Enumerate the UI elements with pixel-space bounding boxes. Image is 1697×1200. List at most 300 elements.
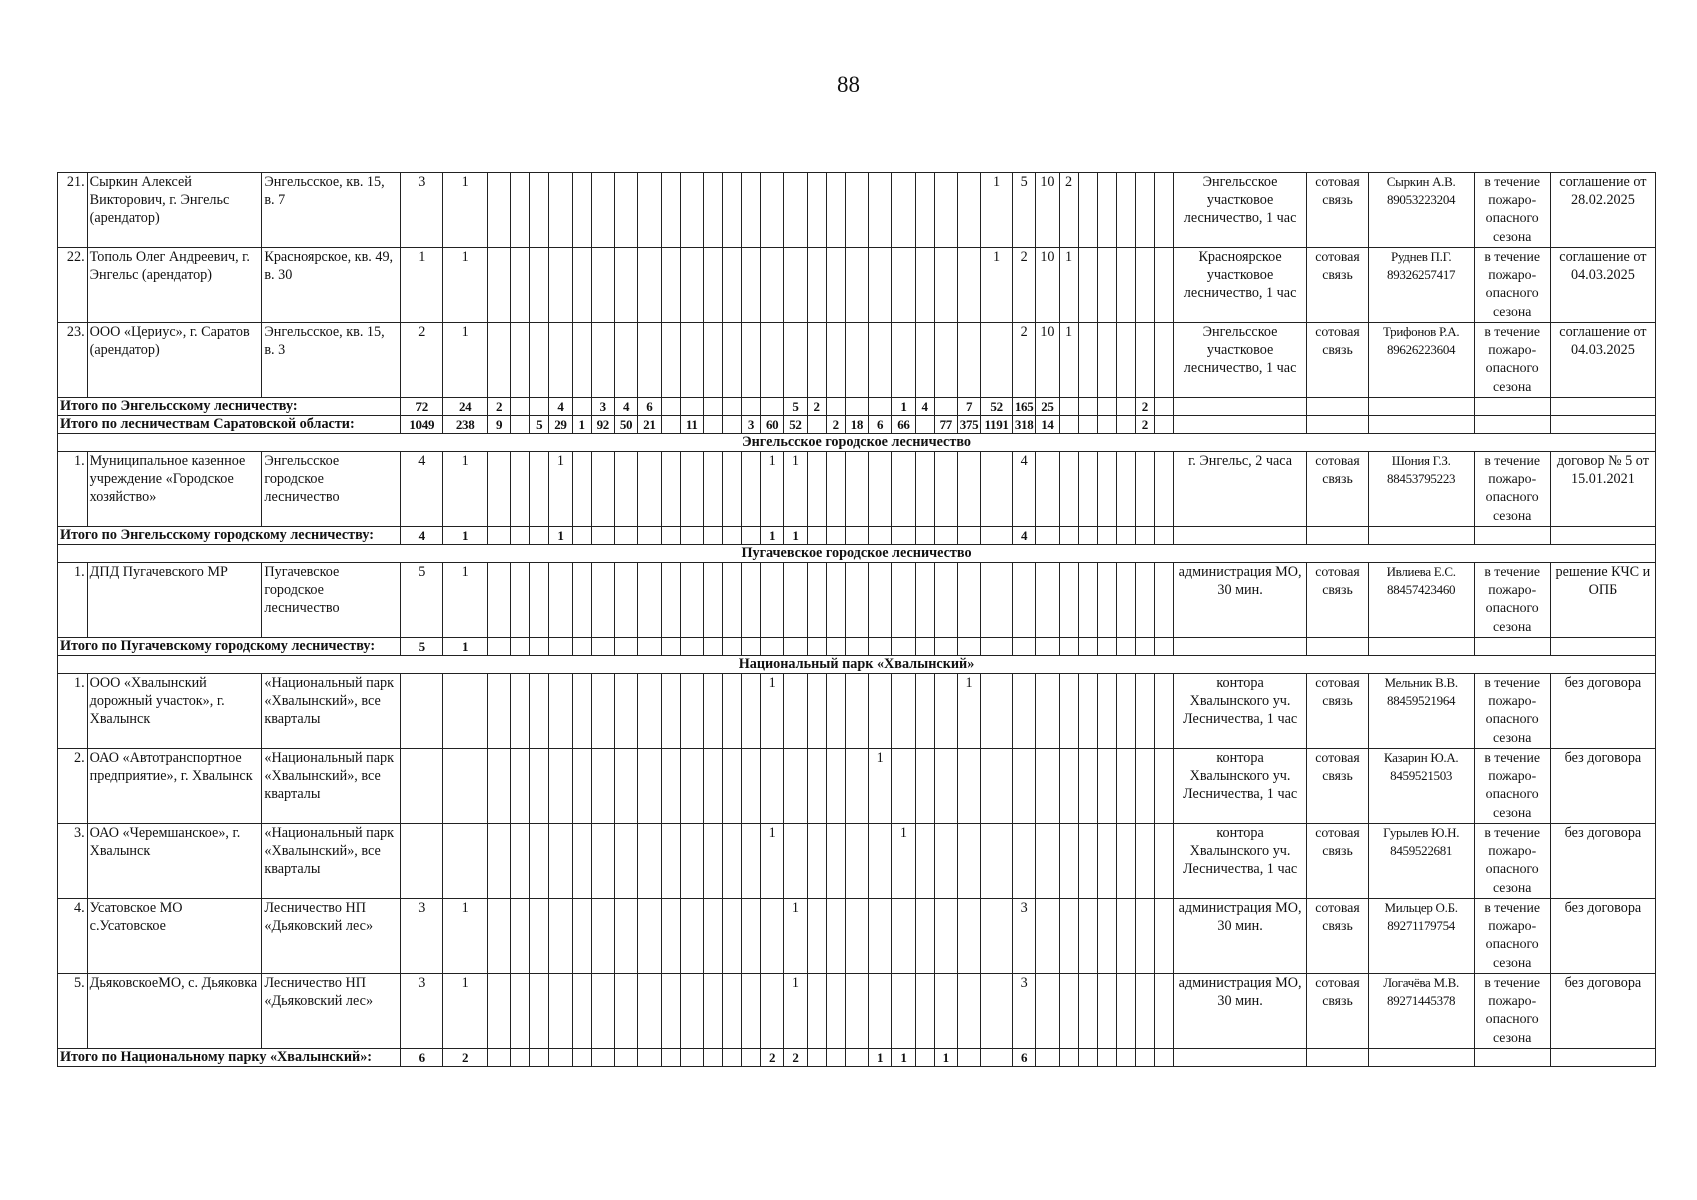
empty-cell xyxy=(1550,416,1655,434)
resource-count-cell xyxy=(1097,452,1116,527)
total-count-cell xyxy=(1097,398,1116,416)
station-cell: Энгельсское участковое лесничество, 1 час xyxy=(1173,323,1306,398)
resource-count-cell xyxy=(1154,248,1173,323)
resource-count-cell xyxy=(1116,173,1135,248)
resource-count-cell xyxy=(722,173,741,248)
total-count-cell xyxy=(845,527,868,545)
total-count-cell xyxy=(530,1049,549,1067)
section-header-row xyxy=(58,656,1656,674)
total-count-cell xyxy=(1135,638,1154,656)
resource-count-cell xyxy=(1059,899,1078,974)
resource-count-cell xyxy=(680,173,703,248)
period-cell: в течение пожаро-опасного сезона xyxy=(1474,824,1550,899)
organization-cell: Сыркин Алексей Викторович, г. Энгельс (арендатор) xyxy=(87,173,262,248)
resource-count-cell xyxy=(981,563,1013,638)
resource-count-cell xyxy=(957,824,980,899)
resource-count-cell xyxy=(549,173,572,248)
total-count-cell xyxy=(511,398,530,416)
organization-cell: ООО «Цериус», г. Саратов (арендатор) xyxy=(87,323,262,398)
row-number: 4. xyxy=(58,899,88,974)
resource-count-cell: 1 xyxy=(981,248,1013,323)
total-count-cell: 9 xyxy=(487,416,510,434)
total-count-cell xyxy=(1059,1049,1078,1067)
resource-count-cell xyxy=(892,974,915,1049)
table-body xyxy=(58,173,1656,1067)
resource-count-cell xyxy=(957,248,980,323)
resource-count-cell xyxy=(511,323,530,398)
row-number: 21. xyxy=(58,173,88,248)
resource-count-cell: 2 xyxy=(1012,323,1035,398)
total-count-cell: 6 xyxy=(401,1049,443,1067)
total-count-cell: 52 xyxy=(784,416,807,434)
resource-count-cell xyxy=(703,749,722,824)
resource-count-cell xyxy=(722,749,741,824)
organization-cell: ООО «Хвалынский дорожный участок», г. Хвалынск xyxy=(87,674,262,749)
resource-count-cell xyxy=(661,824,680,899)
empty-cell xyxy=(1474,398,1550,416)
resource-count-cell xyxy=(1059,749,1078,824)
resource-count-cell: 1 xyxy=(443,323,487,398)
total-count-cell: 66 xyxy=(892,416,915,434)
resource-count-cell xyxy=(934,674,957,749)
resource-count-cell xyxy=(1059,824,1078,899)
resource-count-cell xyxy=(1135,899,1154,974)
empty-cell xyxy=(1307,1049,1368,1067)
resource-count-cell xyxy=(981,824,1013,899)
total-count-cell xyxy=(1036,1049,1059,1067)
resource-count-cell: 1 xyxy=(443,974,487,1049)
resource-count-cell: 10 xyxy=(1036,248,1059,323)
table-row xyxy=(58,899,1656,974)
resource-count-cell xyxy=(826,749,845,824)
resource-count-cell: 5 xyxy=(401,563,443,638)
connection-cell: сотовая связь xyxy=(1307,563,1368,638)
empty-cell xyxy=(1173,527,1306,545)
resource-count-cell xyxy=(572,563,591,638)
total-count-cell xyxy=(915,527,934,545)
resource-count-cell xyxy=(761,323,784,398)
contact-cell: Казарин Ю.А. 8459521503 xyxy=(1368,749,1474,824)
total-count-cell: 21 xyxy=(638,416,661,434)
resource-count-cell xyxy=(1012,824,1035,899)
resource-count-cell xyxy=(761,248,784,323)
resource-count-cell xyxy=(511,749,530,824)
resource-count-cell xyxy=(638,248,661,323)
resource-count-cell xyxy=(1135,323,1154,398)
resource-count-cell xyxy=(401,674,443,749)
empty-cell xyxy=(1368,527,1474,545)
resource-count-cell xyxy=(549,749,572,824)
location-cell: «Национальный парк «Хвалынский», все кварталы xyxy=(262,749,401,824)
resource-count-cell xyxy=(1078,824,1097,899)
resource-count-cell xyxy=(741,674,760,749)
table-row xyxy=(58,563,1656,638)
resource-count-cell xyxy=(549,974,572,1049)
total-count-cell: 165 xyxy=(1012,398,1035,416)
resource-count-cell xyxy=(807,824,826,899)
resource-count-cell xyxy=(722,824,741,899)
resource-count-cell xyxy=(761,899,784,974)
total-count-cell: 5 xyxy=(784,398,807,416)
contact-cell: Шония Г.З. 88453795223 xyxy=(1368,452,1474,527)
resource-count-cell: 4 xyxy=(401,452,443,527)
resource-count-cell xyxy=(638,452,661,527)
resource-count-cell xyxy=(784,563,807,638)
resource-count-cell xyxy=(487,749,510,824)
resource-count-cell xyxy=(680,452,703,527)
total-count-cell: 4 xyxy=(1012,527,1035,545)
total-count-cell xyxy=(549,638,572,656)
resource-count-cell xyxy=(722,974,741,1049)
resource-count-cell xyxy=(1135,674,1154,749)
total-count-cell xyxy=(741,638,760,656)
resources-table xyxy=(57,172,1656,1067)
resource-count-cell xyxy=(807,749,826,824)
total-count-cell xyxy=(1078,638,1097,656)
resource-count-cell xyxy=(784,674,807,749)
resource-count-cell xyxy=(1078,899,1097,974)
resource-count-cell xyxy=(487,674,510,749)
row-number: 2. xyxy=(58,749,88,824)
resource-count-cell xyxy=(741,749,760,824)
resource-count-cell: 1 xyxy=(443,248,487,323)
total-count-cell xyxy=(1097,416,1116,434)
total-count-cell xyxy=(741,1049,760,1067)
resource-count-cell xyxy=(1036,452,1059,527)
resource-count-cell xyxy=(443,674,487,749)
resource-count-cell xyxy=(892,323,915,398)
total-count-cell xyxy=(614,638,637,656)
total-count-cell xyxy=(826,638,845,656)
total-count-cell: 2 xyxy=(761,1049,784,1067)
resource-count-cell: 3 xyxy=(401,173,443,248)
resource-count-cell xyxy=(1154,899,1173,974)
resource-count-cell xyxy=(591,173,614,248)
empty-cell xyxy=(1307,527,1368,545)
total-count-cell xyxy=(1078,416,1097,434)
resource-count-cell xyxy=(511,824,530,899)
total-count-cell xyxy=(511,1049,530,1067)
resource-count-cell: 1 xyxy=(957,674,980,749)
connection-cell: сотовая связь xyxy=(1307,749,1368,824)
connection-cell: сотовая связь xyxy=(1307,173,1368,248)
resource-count-cell xyxy=(530,173,549,248)
total-count-cell: 6 xyxy=(868,416,891,434)
table-row xyxy=(58,452,1656,527)
resource-count-cell xyxy=(845,452,868,527)
resource-count-cell xyxy=(638,749,661,824)
total-count-cell xyxy=(530,527,549,545)
total-count-cell xyxy=(591,527,614,545)
resource-count-cell xyxy=(807,173,826,248)
total-label: Итого по лесничествам Саратовской области: xyxy=(58,416,401,434)
empty-cell xyxy=(1368,416,1474,434)
table-row xyxy=(58,248,1656,323)
document-cell: соглашение от 28.02.2025 xyxy=(1550,173,1655,248)
empty-cell xyxy=(1550,1049,1655,1067)
document-cell: соглашение от 04.03.2025 xyxy=(1550,323,1655,398)
resource-count-cell xyxy=(661,323,680,398)
resource-count-cell xyxy=(1036,974,1059,1049)
resource-count-cell xyxy=(981,674,1013,749)
total-count-cell xyxy=(722,527,741,545)
resource-count-cell xyxy=(845,173,868,248)
resource-count-cell xyxy=(703,899,722,974)
resource-count-cell xyxy=(741,173,760,248)
resource-count-cell xyxy=(826,824,845,899)
organization-cell: ОАО «Автотранспортное предприятие», г. Хвалынск xyxy=(87,749,262,824)
section-title: Пугачевское городское лесничество xyxy=(58,545,1656,563)
resource-count-cell xyxy=(661,974,680,1049)
empty-cell xyxy=(1368,1049,1474,1067)
resource-count-cell xyxy=(957,899,980,974)
total-count-cell: 18 xyxy=(845,416,868,434)
resource-count-cell xyxy=(807,248,826,323)
total-count-cell: 29 xyxy=(549,416,572,434)
resource-count-cell xyxy=(934,248,957,323)
total-count-cell xyxy=(981,638,1013,656)
contact-cell: Руднев П.Г. 89326257417 xyxy=(1368,248,1474,323)
total-count-cell xyxy=(487,638,510,656)
contact-cell: Гурылев Ю.Н. 8459522681 xyxy=(1368,824,1474,899)
resource-count-cell xyxy=(1116,563,1135,638)
resource-count-cell xyxy=(784,323,807,398)
total-count-cell: 1 xyxy=(892,398,915,416)
total-count-cell xyxy=(703,638,722,656)
total-count-cell xyxy=(981,1049,1013,1067)
total-count-cell: 4 xyxy=(915,398,934,416)
total-label: Итого по Национальному парку «Хвалынский»: xyxy=(58,1049,401,1067)
resource-count-cell xyxy=(530,974,549,1049)
resource-count-cell: 10 xyxy=(1036,323,1059,398)
resource-count-cell xyxy=(661,563,680,638)
resource-count-cell xyxy=(680,899,703,974)
resource-count-cell xyxy=(1154,749,1173,824)
contact-cell: Мильцер О.Б. 89271179754 xyxy=(1368,899,1474,974)
total-count-cell xyxy=(661,416,680,434)
resource-count-cell xyxy=(1078,974,1097,1049)
empty-cell xyxy=(1474,638,1550,656)
resource-count-cell xyxy=(1154,563,1173,638)
total-count-cell xyxy=(511,638,530,656)
resource-count-cell: 1 xyxy=(784,974,807,1049)
total-count-cell xyxy=(1154,416,1173,434)
resource-count-cell xyxy=(511,563,530,638)
total-count-cell xyxy=(487,527,510,545)
empty-cell xyxy=(1474,416,1550,434)
resource-count-cell: 1 xyxy=(784,899,807,974)
document-cell: без договора xyxy=(1550,749,1655,824)
resource-count-cell xyxy=(487,173,510,248)
resource-count-cell xyxy=(957,974,980,1049)
resource-count-cell xyxy=(530,323,549,398)
total-count-cell xyxy=(661,527,680,545)
total-count-cell xyxy=(845,1049,868,1067)
total-row xyxy=(58,638,1656,656)
document-cell: без договора xyxy=(1550,974,1655,1049)
resource-count-cell xyxy=(511,974,530,1049)
total-count-cell xyxy=(915,638,934,656)
total-count-cell xyxy=(1154,398,1173,416)
total-count-cell xyxy=(549,1049,572,1067)
table-row xyxy=(58,173,1656,248)
total-count-cell xyxy=(638,1049,661,1067)
total-count-cell xyxy=(807,1049,826,1067)
resource-count-cell xyxy=(680,974,703,1049)
total-count-cell: 1191 xyxy=(981,416,1013,434)
resource-count-cell xyxy=(1135,452,1154,527)
total-count-cell: 60 xyxy=(761,416,784,434)
total-count-cell: 5 xyxy=(530,416,549,434)
empty-cell xyxy=(1173,416,1306,434)
resource-count-cell xyxy=(1116,749,1135,824)
resource-count-cell xyxy=(957,323,980,398)
total-count-cell: 4 xyxy=(614,398,637,416)
resource-count-cell xyxy=(1116,899,1135,974)
resource-count-cell xyxy=(549,323,572,398)
resource-count-cell xyxy=(845,323,868,398)
station-cell: г. Энгельс, 2 часа xyxy=(1173,452,1306,527)
resource-count-cell xyxy=(1135,173,1154,248)
table-row xyxy=(58,749,1656,824)
resource-count-cell xyxy=(591,248,614,323)
resource-count-cell xyxy=(741,974,760,1049)
total-count-cell xyxy=(572,527,591,545)
resource-count-cell xyxy=(722,563,741,638)
resource-count-cell xyxy=(807,452,826,527)
resource-count-cell: 3 xyxy=(401,899,443,974)
total-label: Итого по Энгельсскому городскому лесничеству: xyxy=(58,527,401,545)
resource-count-cell xyxy=(1097,173,1116,248)
total-count-cell xyxy=(680,527,703,545)
resource-count-cell xyxy=(1116,674,1135,749)
total-count-cell: 5 xyxy=(401,638,443,656)
period-cell: в течение пожаро-опасного сезона xyxy=(1474,749,1550,824)
resource-count-cell xyxy=(784,824,807,899)
total-count-cell xyxy=(934,398,957,416)
total-count-cell xyxy=(1154,638,1173,656)
resource-count-cell xyxy=(807,323,826,398)
total-count-cell xyxy=(572,638,591,656)
resource-count-cell xyxy=(1036,899,1059,974)
resource-count-cell xyxy=(638,899,661,974)
total-count-cell xyxy=(1135,1049,1154,1067)
total-count-cell xyxy=(761,398,784,416)
resource-count-cell xyxy=(487,899,510,974)
total-count-cell xyxy=(1078,1049,1097,1067)
total-count-cell xyxy=(1059,638,1078,656)
organization-cell: Тополь Олег Андреевич, г. Энгельс (арендатор) xyxy=(87,248,262,323)
resource-count-cell xyxy=(868,899,891,974)
total-count-cell xyxy=(591,638,614,656)
resource-count-cell xyxy=(661,899,680,974)
total-count-cell xyxy=(680,638,703,656)
resource-count-cell xyxy=(784,173,807,248)
table-row xyxy=(58,674,1656,749)
resource-count-cell xyxy=(549,899,572,974)
total-count-cell xyxy=(761,638,784,656)
total-count-cell xyxy=(722,638,741,656)
resource-count-cell xyxy=(1154,824,1173,899)
connection-cell: сотовая связь xyxy=(1307,323,1368,398)
period-cell: в течение пожаро-опасного сезона xyxy=(1474,674,1550,749)
resource-count-cell xyxy=(1097,248,1116,323)
total-count-cell: 11 xyxy=(680,416,703,434)
resource-count-cell xyxy=(703,674,722,749)
resource-count-cell: 2 xyxy=(1012,248,1035,323)
resource-count-cell xyxy=(761,173,784,248)
resource-count-cell xyxy=(549,563,572,638)
resource-count-cell xyxy=(703,173,722,248)
resource-count-cell xyxy=(661,248,680,323)
total-count-cell xyxy=(845,638,868,656)
total-count-cell: 4 xyxy=(401,527,443,545)
resource-count-cell xyxy=(934,452,957,527)
resource-count-cell xyxy=(761,749,784,824)
total-count-cell xyxy=(722,416,741,434)
station-cell: контора Хвалынского уч. Лесничества, 1 час xyxy=(1173,674,1306,749)
resource-count-cell xyxy=(487,824,510,899)
total-count-cell xyxy=(892,527,915,545)
total-count-cell: 1 xyxy=(572,416,591,434)
total-count-cell xyxy=(703,416,722,434)
total-count-cell: 7 xyxy=(957,398,980,416)
resource-count-cell xyxy=(443,749,487,824)
section-header-row xyxy=(58,545,1656,563)
resource-count-cell xyxy=(511,452,530,527)
resource-count-cell xyxy=(845,563,868,638)
document-cell: соглашение от 04.03.2025 xyxy=(1550,248,1655,323)
resource-count-cell xyxy=(807,674,826,749)
resource-count-cell xyxy=(572,974,591,1049)
row-number: 1. xyxy=(58,563,88,638)
resource-count-cell xyxy=(1097,899,1116,974)
resource-count-cell xyxy=(915,452,934,527)
resource-count-cell: 2 xyxy=(401,323,443,398)
total-row xyxy=(58,416,1656,434)
total-count-cell xyxy=(1116,527,1135,545)
total-count-cell xyxy=(1036,527,1059,545)
connection-cell: сотовая связь xyxy=(1307,452,1368,527)
resource-count-cell xyxy=(892,173,915,248)
station-cell: администрация МО, 30 мин. xyxy=(1173,563,1306,638)
total-count-cell xyxy=(826,527,845,545)
resource-count-cell xyxy=(741,824,760,899)
resource-count-cell xyxy=(826,899,845,974)
resource-count-cell xyxy=(934,323,957,398)
resource-count-cell xyxy=(1012,674,1035,749)
contact-cell: Ивлиева Е.С. 88457423460 xyxy=(1368,563,1474,638)
resource-count-cell xyxy=(1116,323,1135,398)
resource-count-cell xyxy=(957,173,980,248)
document-cell: договор № 5 от 15.01.2021 xyxy=(1550,452,1655,527)
resource-count-cell: 1 xyxy=(443,173,487,248)
total-count-cell: 1 xyxy=(761,527,784,545)
section-title: Национальный парк «Хвалынский» xyxy=(58,656,1656,674)
resource-count-cell xyxy=(722,899,741,974)
resource-count-cell xyxy=(591,563,614,638)
resource-count-cell xyxy=(614,899,637,974)
resource-count-cell xyxy=(1036,749,1059,824)
resource-count-cell xyxy=(572,173,591,248)
resource-count-cell xyxy=(981,749,1013,824)
total-count-cell xyxy=(807,416,826,434)
contact-cell: Логачёва М.В. 89271445378 xyxy=(1368,974,1474,1049)
resource-count-cell xyxy=(1059,674,1078,749)
resource-count-cell xyxy=(572,248,591,323)
empty-cell xyxy=(1550,638,1655,656)
resource-count-cell xyxy=(1135,824,1154,899)
